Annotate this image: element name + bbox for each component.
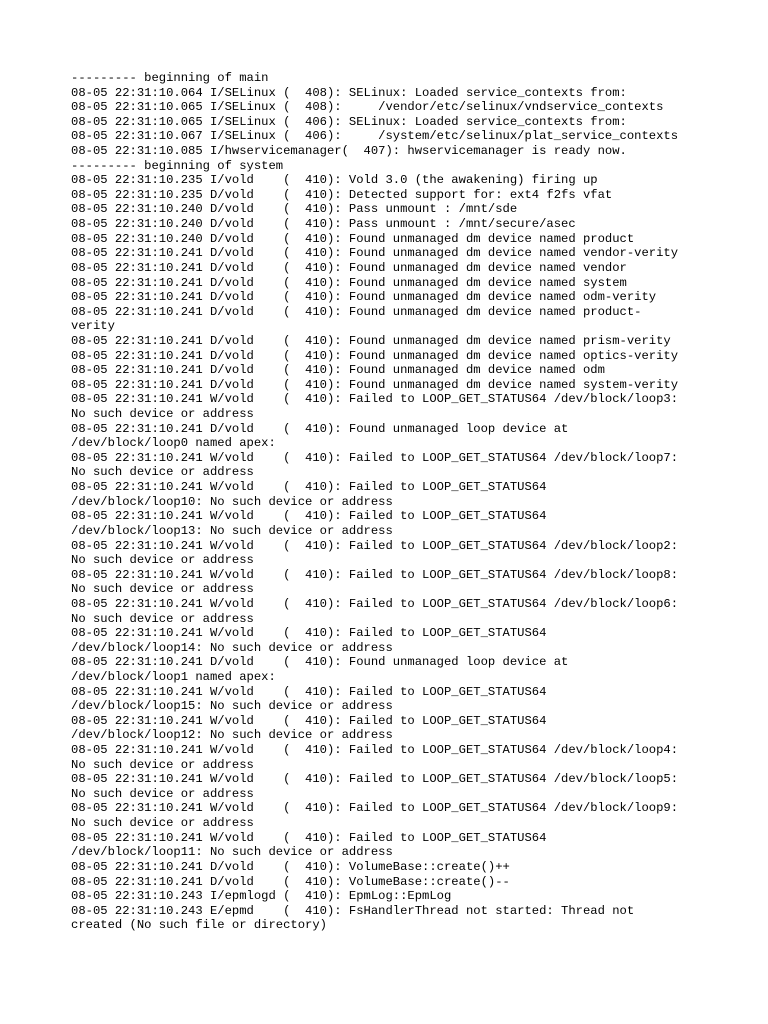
log-line: 08-05 22:31:10.235 I/vold ( 410): Vold 3.0 (the awakening) firing up xyxy=(71,173,598,188)
log-line: 08-05 22:31:10.241 W/vold ( 410): Failed to LOOP_GET_STATUS64 /dev/block/loop6: xyxy=(71,596,679,611)
log-line: No such device or address xyxy=(71,757,254,772)
log-line: 08-05 22:31:10.241 D/vold ( 410): Found unmanaged dm device named vendor xyxy=(71,260,627,275)
log-line: /dev/block/loop1 named apex: xyxy=(71,669,276,684)
log-line: /dev/block/loop15: No such device or address xyxy=(71,699,393,714)
log-line: 08-05 22:31:10.241 W/vold ( 410): Failed to LOOP_GET_STATUS64 /dev/block/loop7: xyxy=(71,450,679,465)
log-line: 08-05 22:31:10.064 I/SELinux ( 408): SELinux: Loaded service_contexts from: xyxy=(71,85,627,100)
log-line: 08-05 22:31:10.241 W/vold ( 410): Failed to LOOP_GET_STATUS64 xyxy=(71,830,547,845)
log-line: verity xyxy=(71,319,115,334)
log-line: No such device or address xyxy=(71,407,254,422)
log-line: 08-05 22:31:10.065 I/SELinux ( 408): /vendor/etc/selinux/vndservice_contexts xyxy=(71,100,664,115)
log-line: No such device or address xyxy=(71,611,254,626)
log-line: 08-05 22:31:10.067 I/SELinux ( 406): /system/etc/selinux/plat_service_contexts xyxy=(71,129,679,144)
log-line: --------- beginning of main xyxy=(71,71,269,85)
log-line: No such device or address xyxy=(71,582,254,597)
log-line: 08-05 22:31:10.241 W/vold ( 410): Failed to LOOP_GET_STATUS64 xyxy=(71,713,547,728)
log-line: 08-05 22:31:10.241 D/vold ( 410): Found unmanaged dm device named odm-verity xyxy=(71,290,657,305)
log-line: --------- beginning of system xyxy=(71,158,284,173)
log-line: 08-05 22:31:10.241 D/vold ( 410): Found unmanaged dm device named system-verity xyxy=(71,377,679,392)
log-line: 08-05 22:31:10.235 D/vold ( 410): Detected support for: ext4 f2fs vfat xyxy=(71,187,613,202)
log-line: 08-05 22:31:10.241 W/vold ( 410): Failed to LOOP_GET_STATUS64 /dev/block/loop5: xyxy=(71,772,679,787)
log-line: 08-05 22:31:10.241 W/vold ( 410): Failed to LOOP_GET_STATUS64 xyxy=(71,626,547,641)
log-line: 08-05 22:31:10.065 I/SELinux ( 406): SELinux: Loaded service_contexts from: xyxy=(71,114,627,129)
log-line: created (No such file or directory) xyxy=(71,918,327,933)
log-line: 08-05 22:31:10.241 W/vold ( 410): Failed to LOOP_GET_STATUS64 xyxy=(71,480,547,495)
log-line: 08-05 22:31:10.243 I/epmlogd ( 410): EpmLog::EpmLog xyxy=(71,889,452,904)
log-line: 08-05 22:31:10.241 D/vold ( 410): Found unmanaged dm device named prism-verity xyxy=(71,333,671,348)
log-line: /dev/block/loop0 named apex: xyxy=(71,436,276,451)
log-line: 08-05 22:31:10.240 D/vold ( 410): Pass unmount : /mnt/sde xyxy=(71,202,518,217)
log-line: 08-05 22:31:10.240 D/vold ( 410): Found unmanaged dm device named product xyxy=(71,231,635,246)
log-line: 08-05 22:31:10.241 D/vold ( 410): Found unmanaged dm device named vendor-verity xyxy=(71,246,679,261)
log-line: 08-05 22:31:10.241 W/vold ( 410): Failed to LOOP_GET_STATUS64 /dev/block/loop3: xyxy=(71,392,679,407)
log-line: 08-05 22:31:10.241 W/vold ( 410): Failed to LOOP_GET_STATUS64 /dev/block/loop8: xyxy=(71,567,679,582)
log-line: /dev/block/loop11: No such device or address xyxy=(71,845,393,860)
log-line: 08-05 22:31:10.241 W/vold ( 410): Failed to LOOP_GET_STATUS64 /dev/block/loop4: xyxy=(71,743,679,758)
log-line: 08-05 22:31:10.241 W/vold ( 410): Failed to LOOP_GET_STATUS64 /dev/block/loop9: xyxy=(71,801,679,816)
log-line: No such device or address xyxy=(71,816,254,831)
log-line: /dev/block/loop12: No such device or address xyxy=(71,728,393,743)
log-line: 08-05 22:31:10.243 E/epmd ( 410): FsHandlerThread not started: Thread not xyxy=(71,903,635,918)
log-line: 08-05 22:31:10.241 D/vold ( 410): Found unmanaged loop device at xyxy=(71,421,569,436)
log-line: /dev/block/loop10: No such device or address xyxy=(71,494,393,509)
log-line: 08-05 22:31:10.241 D/vold ( 410): Found unmanaged dm device named odm xyxy=(71,363,605,378)
log-line: 08-05 22:31:10.241 W/vold ( 410): Failed to LOOP_GET_STATUS64 xyxy=(71,684,547,699)
log-line: 08-05 22:31:10.241 D/vold ( 410): Found unmanaged dm device named system xyxy=(71,275,627,290)
log-line: /dev/block/loop14: No such device or address xyxy=(71,640,393,655)
log-line: No such device or address xyxy=(71,465,254,480)
log-line: 08-05 22:31:10.241 D/vold ( 410): Found unmanaged dm device named optics-verity xyxy=(71,348,679,363)
log-document xyxy=(71,71,711,933)
log-line: 08-05 22:31:10.241 D/vold ( 410): VolumeBase::create()++ xyxy=(71,859,510,874)
log-line: 08-05 22:31:10.085 I/hwservicemanager( 407): hwservicemanager is ready now. xyxy=(71,144,627,159)
log-line: 08-05 22:31:10.241 W/vold ( 410): Failed to LOOP_GET_STATUS64 /dev/block/loop2: xyxy=(71,538,679,553)
log-line: 08-05 22:31:10.240 D/vold ( 410): Pass unmount : /mnt/secure/asec xyxy=(71,217,576,232)
log-line: No such device or address xyxy=(71,786,254,801)
log-line: 08-05 22:31:10.241 D/vold ( 410): Found unmanaged dm device named product- xyxy=(71,304,642,319)
log-line: 08-05 22:31:10.241 W/vold ( 410): Failed to LOOP_GET_STATUS64 xyxy=(71,509,547,524)
log-line: 08-05 22:31:10.241 D/vold ( 410): VolumeBase::create()-- xyxy=(71,874,510,889)
log-line: No such device or address xyxy=(71,553,254,568)
log-line: /dev/block/loop13: No such device or address xyxy=(71,523,393,538)
log-line: 08-05 22:31:10.241 D/vold ( 410): Found unmanaged loop device at xyxy=(71,655,569,670)
